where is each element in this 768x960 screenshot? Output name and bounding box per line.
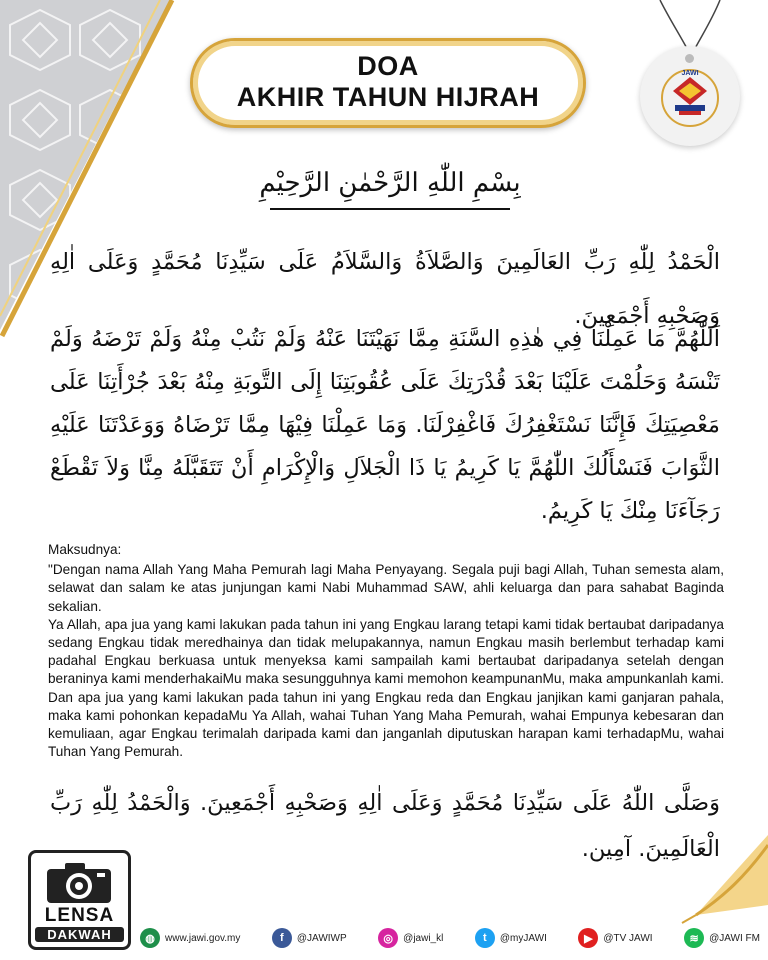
instagram-icon: ◎ xyxy=(378,928,398,948)
jawi-logo-tag xyxy=(640,46,740,146)
malay-translation xyxy=(48,541,724,761)
footer-label: @TV JAWI xyxy=(603,932,653,944)
translation-paragraph-1: "Dengan nama Allah Yang Maha Pemurah lagi Maha Penyayang. Segala puji bagi Allah, Tuhan semesta alam, selawat dan salam ke atas junjungan kami Nabi Muhammad SAW, ahli keluarga dan para sahabat Baginda sekalian. xyxy=(48,562,724,614)
basmala-text: بِسْمِ اللّٰهِ الرَّحْمٰنِ الرَّحِيْمِ xyxy=(259,168,521,198)
footer-label: @JAWI FM xyxy=(709,932,760,944)
translation-label: Maksudnya: xyxy=(48,542,122,557)
title-banner xyxy=(190,38,586,128)
spotify-icon: ≋ xyxy=(684,928,704,948)
footer-social-links xyxy=(140,925,760,951)
footer-label: www.jawi.gov.my xyxy=(165,932,241,944)
twitter-icon: t xyxy=(475,928,495,948)
footer-label: @jawi_kl xyxy=(403,932,444,944)
jawi-logo-icon xyxy=(655,61,725,131)
youtube-icon: ▶ xyxy=(578,928,598,948)
arabic-opening: الْحَمْدُ لِلّٰهِ رَبِّ العَالَمِينَ وَالصَّلاَةُ وَالسَّلاَمُ عَلَى سَيِّدِنَا مُحَمَّدٍ وَعَلَى اٰلِهِ وَصَحْبِهِ أَجْمَعِينَ. xyxy=(50,249,720,329)
footer-item-youtube[interactable] xyxy=(578,928,652,948)
lensa-title: LENSA xyxy=(44,905,115,926)
title-line-1: DOA xyxy=(357,51,419,81)
footer-item-instagram[interactable] xyxy=(378,928,443,948)
footer-item-twitter[interactable] xyxy=(475,928,547,948)
translation-paragraph-2: Ya Allah, apa jua yang kami lakukan pada tahun ini yang Engkau larang tetapi kami tidak bertaubat daripadanya sedang Engkau tidak meredhainya dan tidak melupakannya, namun Engkau masih berlembut terhadap kami padahal Engkau berkuasa untuk menyeksa kami sampailah kami bertaubat daripadanya setelah dengan beraninya kami menderhakaiMu maka sesungguhnya kami memohon keampunanMu, maka ampunkanlah kami. Dan apa jua yang kami lakukan pada tahun ini yang Engkau reda dan Engkau janjikan kami ganjaran pahala, maka kami pohonkan kepadaMu Ya Allah, wahai Tuhan Yang Maha Pemurah, wahai Empunya kebesaran dan kemuliaan, agar Engkau terimalah daripada kami dan janganlah diputuskan harapan kami terhadapMu, wahai Tuhan Yang Pemurah. xyxy=(48,616,724,760)
logo-text: JAWI xyxy=(681,70,699,77)
arabic-closing: وَصَلَّى اللّٰهُ عَلَى سَيِّدِنَا مُحَمَّدٍ وَعَلَى اٰلِهِ وَصَحْبِهِ أَجْمَعِينَ. وَالْحَمْدُ لِلّٰهِ رَبِّ الْعَالَمِينَ. آمِين. xyxy=(50,790,720,862)
basmala-calligraphy xyxy=(240,168,540,218)
footer-item-facebook[interactable] xyxy=(272,928,347,948)
footer-item-website[interactable] xyxy=(140,928,240,948)
facebook-icon: f xyxy=(272,928,292,948)
footer-label: @myJAWI xyxy=(499,932,547,944)
camera-icon xyxy=(45,861,113,905)
lensa-dakwah-logo xyxy=(28,850,131,950)
lensa-subtitle: DAKWAH xyxy=(35,927,124,942)
gold-corner-decoration xyxy=(676,835,768,925)
footer-item-spotify[interactable] xyxy=(684,928,760,948)
arabic-main-prayer: اَللّٰهُمَّ مَا عَمِلْنَا فِي هٰذِهِ السَّنَةِ مِمَّا نَهَيْتَنَا عَنْهُ وَلَمْ نَتُبْ مِنْهُ وَلَمْ تَرْضَهُ وَلَمْ تَنْسَهُ وَحَلُمْتَ عَلَيْنَا بَعْدَ قُدْرَتِكَ عَلَى عُقُوبَتِنَا إِلَى التَّوبَةِ مِنْهُ بَعْدَ جُرْأَتِنَا عَلَى مَعْصِيَتِكَ فَإِنَّنَا نَسْتَغْفِرُكَ فَاغْفِرْلَنَا. وَمَا عَمِلْنَا فِيْهَا مِمَّا تَرْضَاهُ وَوَعَدْتَنَا عَلَيْهِ الثَّوَابَ فَنَسْأَلُكَ اللّٰهُمَّ يَا كَرِيمُ يَا ذَا الْجَلاَلِ وَالْإِكْرَامِ أَنْ تَتَقَبَّلَهُ مِنَّا وَلاَ تَقْطَعْ رَجَآءَنَا مِنْكَ يَا كَرِيمُ. xyxy=(50,326,720,524)
globe-icon: ◍ xyxy=(140,928,160,948)
footer-label: @JAWIWP xyxy=(296,932,347,944)
title-line-2: AKHIR TAHUN HIJRAH xyxy=(236,82,540,112)
